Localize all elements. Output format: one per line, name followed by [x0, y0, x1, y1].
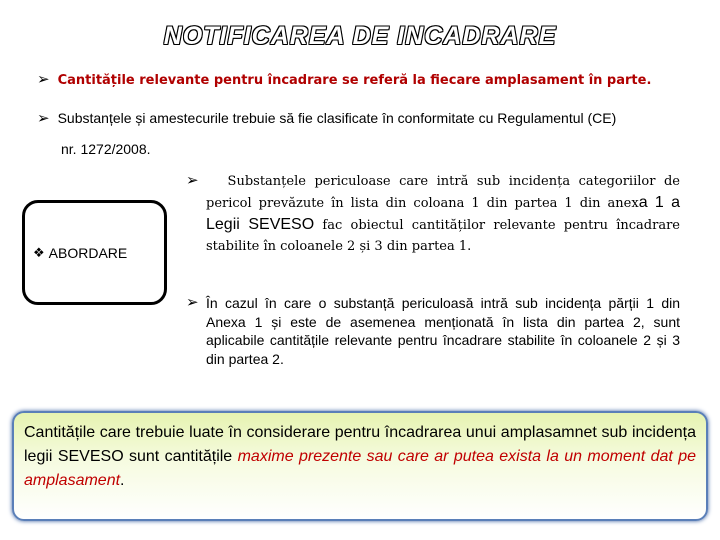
- arrow-bullet-icon: ➢: [186, 171, 199, 189]
- abordare-label: ABORDARE: [48, 244, 128, 261]
- bullet-text-part3: fac obiectul cantităților relevante pentru încadrare stabilite în coloanele 2 și 3 din partea 1.: [206, 218, 680, 254]
- arrow-bullet-icon: ➢: [37, 110, 50, 127]
- abordare-box: [22, 200, 167, 305]
- page-title: NOTIFICAREA DE INCADRARE: [163, 22, 557, 50]
- note-text-part2: .: [120, 472, 125, 489]
- bullet-hazard-categories: [186, 170, 680, 257]
- bullet-text-part2: a 1 a Legii SEVESO: [206, 194, 680, 233]
- bullet-annex-parts: [186, 293, 680, 368]
- arrow-bullet-icon: ➢: [37, 70, 50, 88]
- bullet-text-line1: Substanțele și amestecurile trebuie să fie clasificate în conformitate cu Regulamentul (CE): [57, 110, 617, 126]
- bullet-text: [186, 294, 680, 368]
- bullet-text-content: În cazul în care o substanță periculoasă intră sub incidența părții 1 din Anexa 1 și este de asemenea menționată în lista din partea 2, sunt aplicabile cantitățile relevante pentru încadrare stabilite în coloanele 2 și 3 din partea 2.: [206, 295, 680, 367]
- bullet-relevant-quantities: [37, 70, 707, 88]
- bullet-text: [186, 171, 680, 257]
- diamond-bullet-icon: ❖: [33, 244, 45, 260]
- arrow-bullet-icon: ➢: [186, 294, 199, 311]
- bullet-classification: [37, 103, 712, 164]
- note-highlight: maxime prezente sau care ar putea exista la un moment dat pe amplasament: [24, 448, 696, 489]
- bullet-text: Cantitățile relevante pentru încadrare se referă la fiecare amplasament în parte.: [57, 73, 652, 88]
- seveso-quantities-note: [12, 411, 708, 521]
- bullet-text-part1: Substanțele periculoase care intră sub incidența categoriilor de pericol prevăzute în lista din coloana 1 din partea 1 din anex: [206, 174, 680, 211]
- bullet-text-line2: nr. 1272/2008.: [61, 141, 151, 157]
- note-text-part1: Cantitățile care trebuie luate în considerare pentru încadrarea unui amplasamnet sub incidența legii SEVESO sunt cantitățile: [24, 424, 696, 465]
